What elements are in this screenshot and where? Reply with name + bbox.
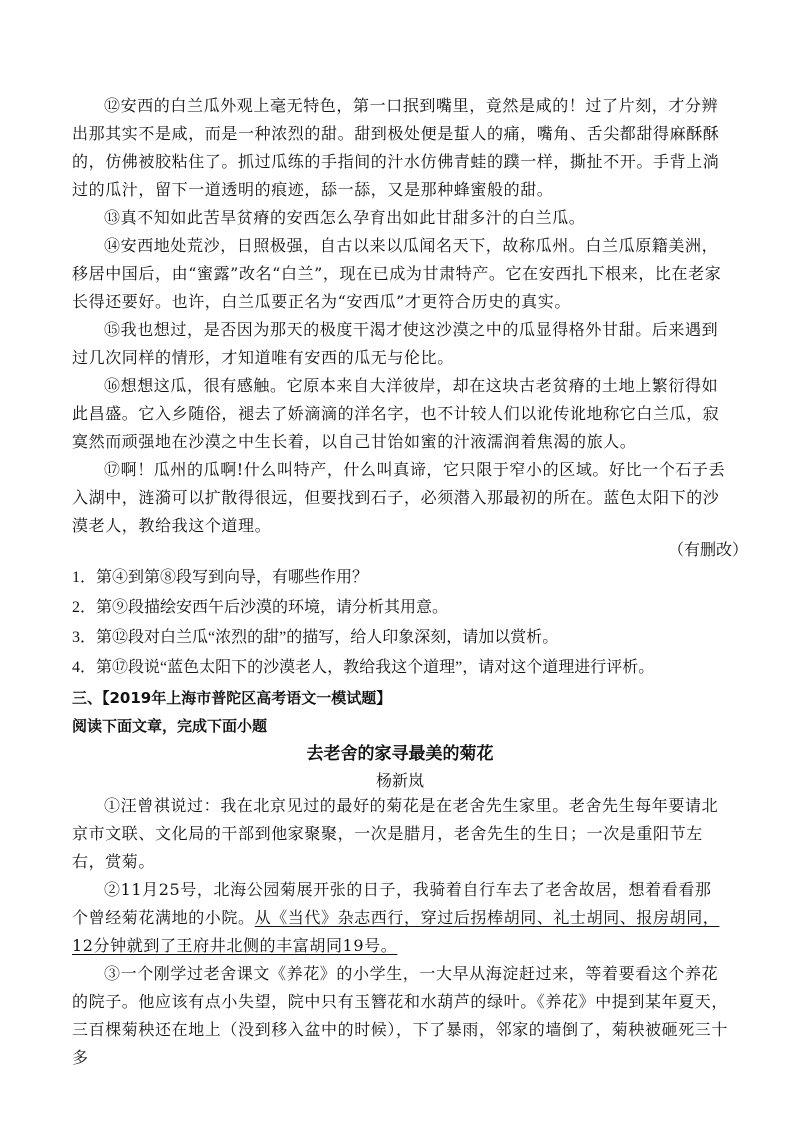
paragraph-14: ⑭安西地处荒沙，日照极强，自古以来以瓜闻名天下，故称瓜州。白兰瓜原籍美洲，移居中国后，由“蜜露”改名“白兰”，现在已成为甘肃特产。它在安西扎下根来，比在老家长得还要好。也许，白兰瓜要正名为“安西瓜”才更符合历史的真实。 [72, 236, 722, 311]
paragraph-12: ⑫安西的白兰瓜外观上毫无特色，第一口抿到嘴里，竟然是咸的！过了片刻，才分辨出那其实不是咸，而是一种浓烈的甜。甜到极处便是蜇人的痛，嘴角、舌尖都甜得麻酥酥的，仿佛被胶粘住了。抓过瓜练的手指间的汁水仿佛青蛙的蹼一样，撕扯不开。手背上淌过的瓜汁，留下一道透明的痕迹，舔一舔，又是那种蜂蜜般的甜。 [72, 96, 720, 199]
paragraph-15: ⑮我也想过，是否因为那天的极度干渴才使这沙漠之中的瓜显得格外甘甜。后来遇到过几次同样的情形，才知道唯有安西的瓜无与伦比。 [72, 320, 719, 367]
paragraph-13: ⑬真不知如此苦旱贫瘠的安西怎么孕育出如此甘甜多汁的白兰瓜。 [104, 208, 586, 227]
article-paragraph-2 [72, 876, 728, 960]
section-heading: 三、【2019年上海市普陀区高考语文一模试题】 [72, 689, 392, 707]
article-paragraph-1: ①汪曾祺说过：我在北京见过的最好的菊花是在老舍先生家里。老舍先生每年要请北京市文联、文化局的干部到他家聚聚，一次是腊月，老舍先生的生日；一次是重阳节左右，赏菊。 [72, 796, 719, 871]
underlined-route-sentence: 从《当代》杂志西行，穿过后拐棒胡同、礼士胡同、报房胡同，12分钟就到了王府井北侧的丰富胡同19号。 [72, 908, 720, 955]
paragraph-17: ⑰啊！瓜州的瓜啊!什么叫特产，什么叫真谛，它只限于窄小的区域。好比一个石子丢入湖中，涟漪可以扩散得很远，但要找到石子，必须潜入那最初的所在。蓝色太阳下的沙漠老人，教给我这个道理。 [72, 460, 726, 535]
article-author: 杨新岚 [375, 771, 424, 790]
paragraph-16: ⑯想想这瓜，很有感触。它原本来自大洋彼岸，却在这块古老贫瘠的土地上繁衍得如此昌盛。它入乡随俗，褪去了娇滴滴的洋名字，也不计较人们以讹传讹地称它白兰瓜，寂寞然而顽强地在沙漠之中生长着，以自己甘饴如蜜的汁液濡润着焦渴的旅人。 [72, 376, 720, 451]
source-note: （有删改） [667, 540, 748, 559]
question-1: 1．第④到第⑧段写到向导，有哪些作用？ [72, 569, 369, 586]
article-title: 去老舍的家寻最美的菊花 [306, 744, 494, 764]
section-instruction: 阅读下面文章，完成下面小题 [72, 717, 268, 735]
paragraph-2-text: ②11月25号，北海公园菊展开张的日子，我骑着自行车去了老舍故居，想着看看那个曾经菊花满地的小院。 [72, 880, 712, 927]
question-3: 3．第⑫段对白兰瓜“浓烈的甜”的描写，给人印象深刻，请加以赏析。 [72, 629, 559, 646]
article-paragraph-3: ③一个刚学过老舍课文《养花》的小学生，一大早从海淀赶过来，等着要看这个养花的院子。他应该有点小失望，院中只有玉簪花和水葫芦的绿叶。《养花》中提到某年夏天，三百棵菊秧还在地上（没到移入盆中的时候），下了暴雨，邻家的墙倒了，菊秧被砸死三十多 [72, 964, 729, 1067]
question-2: 2．第⑨段描绘安西午后沙漠的环境，请分析其用意。 [72, 599, 449, 616]
question-4: 4．第⑰段说“蓝色太阳下的沙漠老人，教给我这个道理”，请对这个道理进行评析。 [72, 659, 655, 676]
